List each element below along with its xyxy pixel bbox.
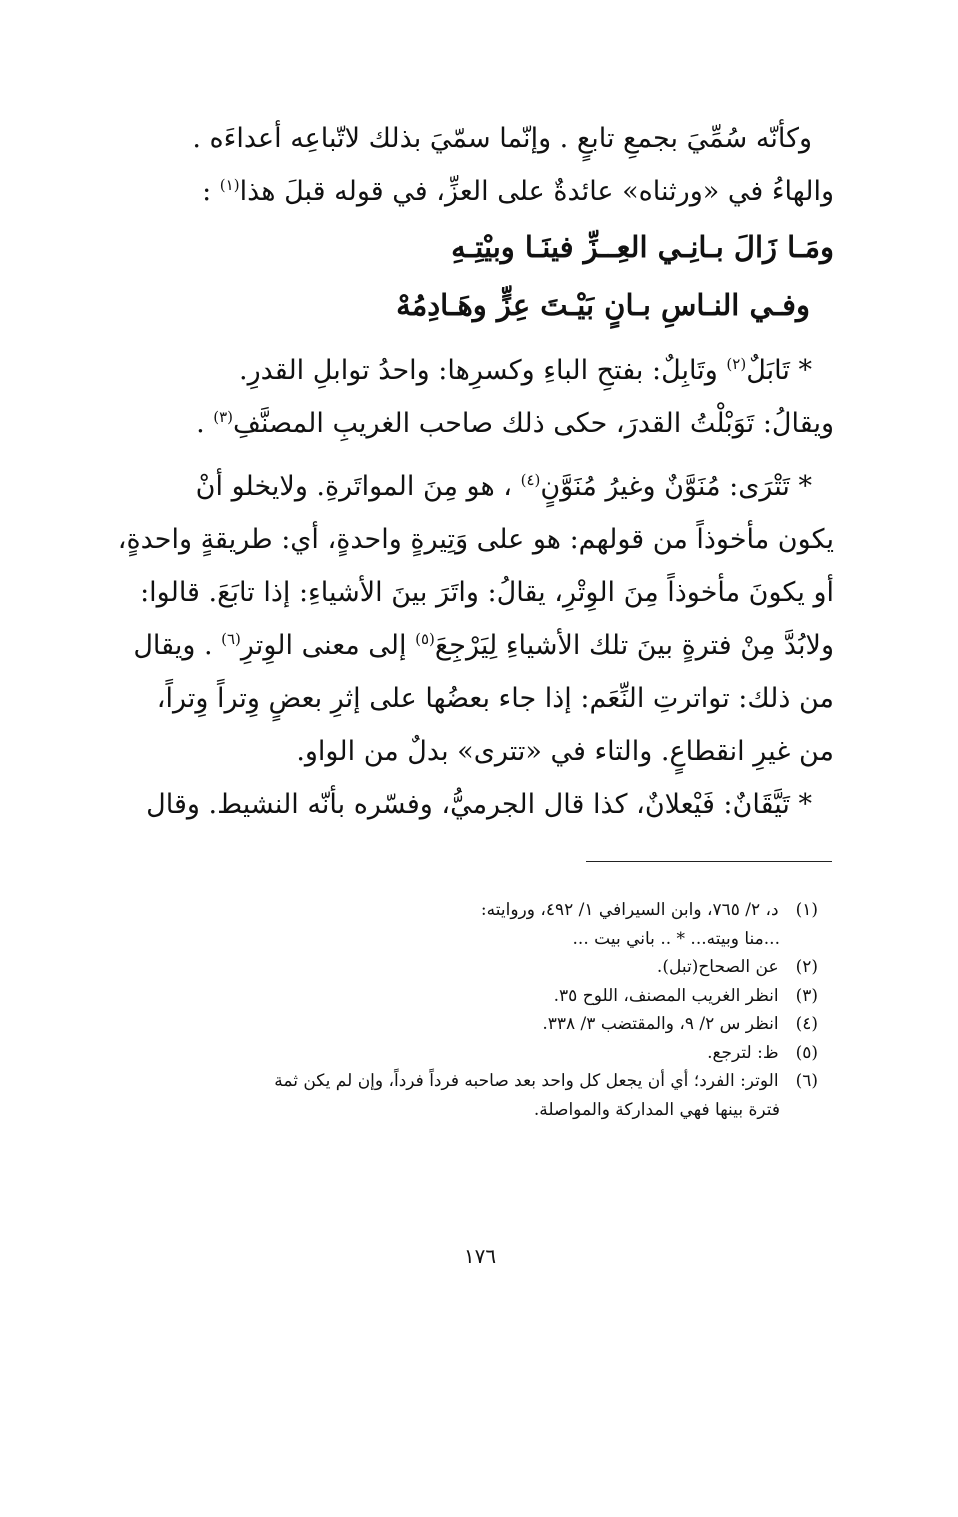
footnote-ref: (٤) — [520, 471, 541, 489]
footnote-number: (٥) — [795, 1042, 818, 1063]
text-segment: . — [196, 408, 214, 439]
page-number: ١٧٦ — [463, 1244, 497, 1268]
text-segment: والهاءُ في «ورثناه» عائدةٌ على العزِّ، في قوله قبلَ هذا — [239, 176, 834, 207]
footnote-number: (٣) — [795, 985, 818, 1006]
text-line — [128, 619, 834, 672]
footnote-text: انظر الغريب المصنف، اللوح ٣٥. — [553, 985, 779, 1006]
footnote — [118, 896, 818, 925]
footnote — [118, 1067, 818, 1096]
footnote-number: (٦) — [795, 1071, 818, 1091]
footnote-ref: (٦) — [221, 630, 241, 648]
footnote — [118, 982, 818, 1011]
text-line: من غيرِ انقطاعٍ. والتاء في «تترى» بدلٌ من الواو. — [296, 736, 834, 767]
text-line: يكون مأخوذاً من قولهم: هو على وَتِيرةٍ واحدةٍ، أي: طريقةٍ واحدةٍ، — [117, 524, 834, 555]
footnote-text: انظر س ٢/ ٩، والمقتضب ٣/ ٣٣٨. — [542, 1014, 779, 1034]
text-segment: * تَتْرَى: مُنَوَّنٌ وغيرُ مُنَوَّنٍ — [540, 471, 812, 502]
footnote-ref: (٣) — [213, 408, 234, 426]
footnote-ref: (٢) — [726, 355, 747, 373]
footnote-number: (٤) — [795, 1014, 818, 1034]
main-text — [117, 112, 834, 831]
entry-line: * تَيَّقَانٌ: فَيْعلانٌ، كذا قال الجرميُّ، وفسّره بأنّه النشيط. وقال — [146, 789, 812, 820]
footnote-continuation: ...منا وبيته... * .. باني بيت ... — [572, 928, 780, 949]
footnote-ref: (٥) — [415, 630, 435, 648]
text-segment: * تَابَلٌ — [746, 355, 812, 386]
footnote — [118, 953, 818, 982]
text-line: وكأنّه سُمِّيَ بجمعِ تابعٍ . وإنّما سمّيَ بذلك لاتّباعِه أعداءَه . — [192, 123, 812, 154]
text-segment: إلى معنى الوِترِ — [240, 630, 416, 661]
entry-line — [128, 460, 834, 513]
footnote-continuation: فترة بينها فهي المداركة والمواصلة. — [533, 1099, 780, 1120]
entry-line — [128, 344, 834, 397]
footnote-number: (١) — [795, 900, 818, 920]
footnote — [118, 1010, 818, 1039]
footnote-ref: (١) — [219, 176, 240, 194]
text-segment: ولابُدَّ مِنْ فترةٍ بينَ تلك الأشياءِ لِيَرْجِعَ — [434, 630, 834, 661]
text-segment: . ويقال — [133, 630, 222, 661]
footnote-divider — [586, 861, 832, 862]
text-segment: وتَابِلٌ: بفتحِ الباءِ وكسرِها: واحدُ توابلِ القدرِ. — [239, 355, 727, 386]
footnote-number: (٢) — [795, 957, 818, 977]
footnote-text: د، ٢/ ٧٦٥، وابن السيرافي ١/ ٤٩٢، وروايته: — [480, 900, 779, 920]
text-segment: ويقالُ: تَوَبْلْتُ القدرَ، حكى ذلك صاحب الغريبِ المصنَّفِ — [233, 408, 834, 439]
poem-verse-second: وفـي النـاسِ بـانٍ بَيْـتَ عِزٍّ وهَـادِمُهْ — [396, 288, 810, 322]
text-line: أو يكونَ مأخوذاً مِنَ الوِتْرِ، يقالُ: واتَرَ بينَ الأشياءِ: إذا تابَعَ. قالوا: — [140, 577, 834, 608]
footnote-text: الوتر: الفرد؛ أي أن يجعل كل واحد بعد صاحبه فرداً فرداً، وإن لم يكن ثمة — [274, 1071, 779, 1091]
text-line — [128, 397, 834, 450]
text-segment: : — [202, 176, 220, 207]
footnote — [118, 1039, 818, 1068]
footnotes — [118, 896, 818, 1124]
poem-verse-first: ومَـا زَالَ بـانِـي العِــزِّ فينَـا وبيْتِـهِ — [451, 230, 834, 264]
footnote-text: ظ: لترجع. — [707, 1042, 779, 1063]
text-line — [128, 165, 834, 218]
footnote-text: عن الصحاح(تبل). — [656, 957, 779, 977]
text-segment: ، هو مِنَ المواتَرةِ. ولايخلو أنْ — [195, 471, 521, 502]
text-line: من ذلك: تواترتِ النِّعَم: إذا جاء بعضُها على إثرِ بعضٍ وِتراً وِتراً، — [156, 683, 834, 714]
